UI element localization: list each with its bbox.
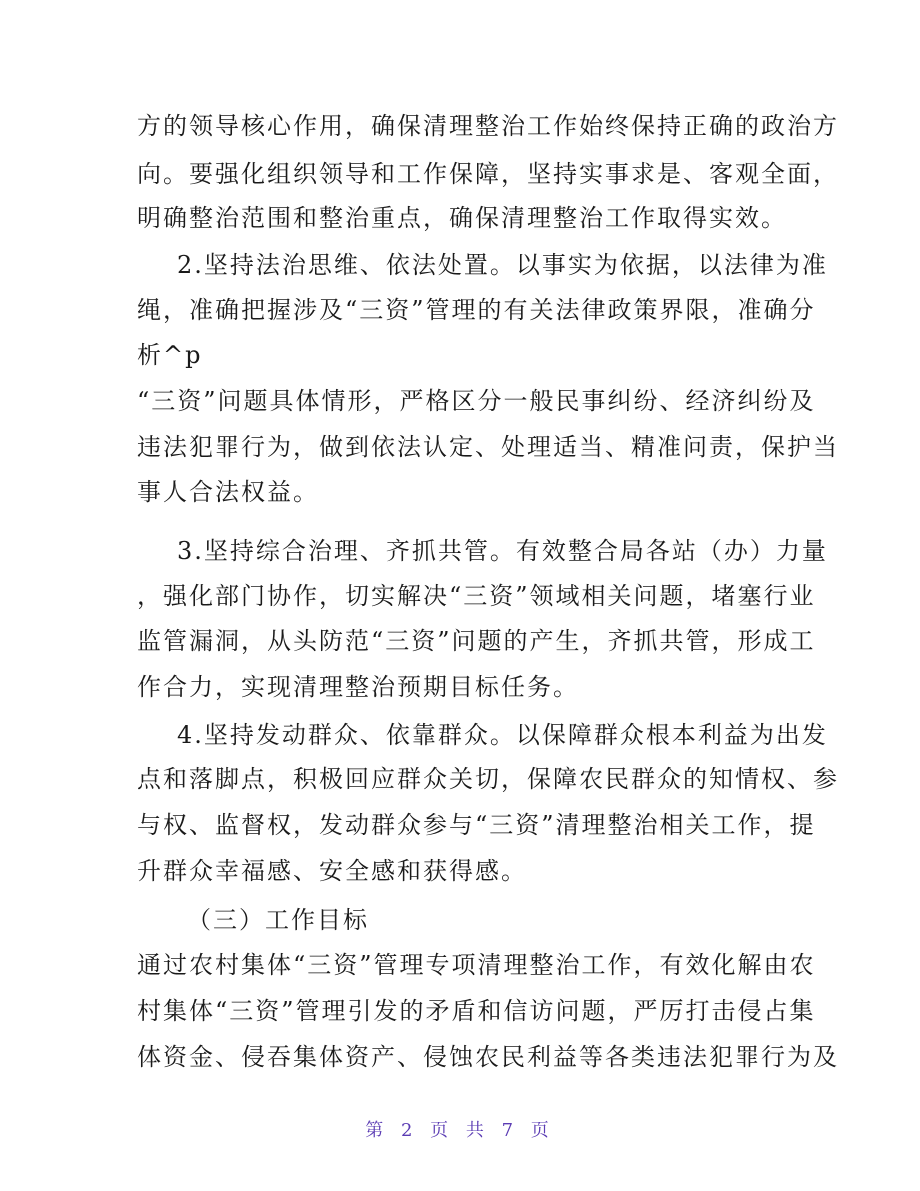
text-line: 析^p [137, 341, 203, 369]
page-number-footer: 第 2 页 共 7 页 [365, 1120, 555, 1141]
text-line: 3.坚持综合治理、齐抓共管。有效整合局各站（办）力量 [177, 537, 828, 565]
text-line: 通过农村集体“三资”管理专项清理整治工作，有效化解由农 [137, 951, 816, 979]
text-line: 违法犯罪行为，做到依法认定、处理适当、精准问责，保护当 [137, 433, 839, 461]
text-line: ，强化部门协作，切实解决“三资”领域相关问题，堵塞行业 [137, 582, 816, 610]
text-line: 2.坚持法治思维、依法处置。以事实为依据，以法律为准 [177, 251, 828, 279]
text-line: 升群众幸福感、安全感和获得感。 [137, 857, 527, 885]
text-line: 体资金、侵吞集体资产、侵蚀农民利益等各类违法犯罪行为及 [137, 1043, 839, 1071]
text-line: 绳，准确把握涉及“三资”管理的有关法律政策界限，准确分 [137, 296, 816, 324]
text-line: 监管漏洞，从头防范“三资”问题的产生，齐抓共管，形成工 [137, 627, 816, 655]
text-line: 4.坚持发动群众、依靠群众。以保障群众根本利益为出发 [177, 721, 828, 749]
text-line: 向。要强化组织领导和工作保障，坚持实事求是、客观全面， [137, 160, 839, 188]
text-line: 事人合法权益。 [137, 478, 319, 506]
text-line: 村集体“三资”管理引发的矛盾和信访问题，严厉打击侵占集 [137, 997, 816, 1025]
text-line: 方的领导核心作用，确保清理整治工作始终保持正确的政治方 [137, 112, 839, 140]
text-line: 作合力，实现清理整治预期目标任务。 [137, 673, 579, 701]
text-line: 与权、监督权，发动群众参与“三资”清理整治相关工作，提 [137, 811, 816, 839]
text-line: “三资”问题具体情形，严格区分一般民事纠纷、经济纠纷及 [137, 387, 816, 415]
text-line: 点和落脚点，积极回应群众关切，保障农民群众的知情权、参 [137, 765, 839, 793]
section-heading: （三）工作目标 [187, 906, 369, 934]
text-line: 明确整治范围和整治重点，确保清理整治工作取得实效。 [137, 204, 787, 232]
